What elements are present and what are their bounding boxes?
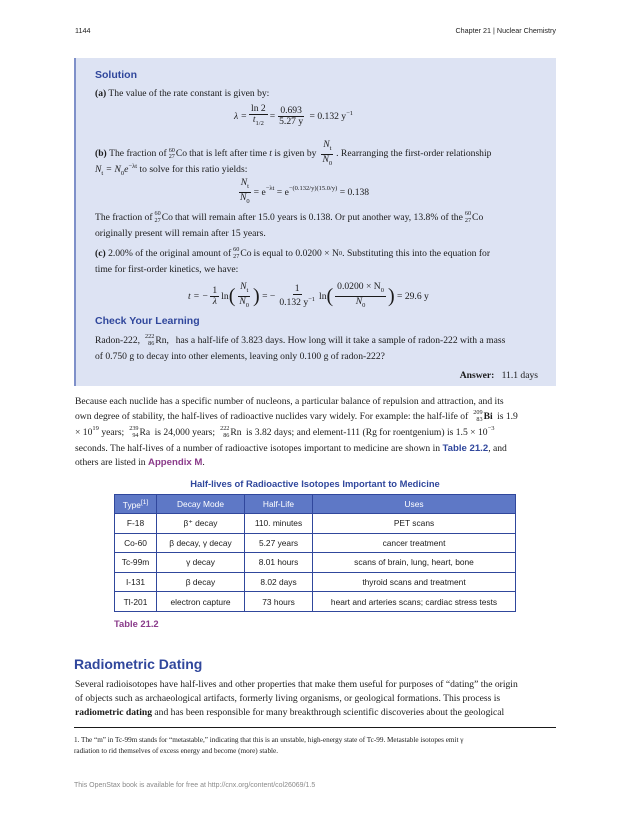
table-row [115,514,516,534]
eq1-result [307,110,353,122]
table-row [115,533,516,553]
eq3-lambda: λ [212,295,217,307]
eq3-eq: = − [262,290,276,302]
term-radiometric-dating: radiometric dating [75,707,153,718]
b-after2: that will remain after 15.0 years is 0.138. Or put another way, 13.8% of the [174,211,463,223]
isotope-ra239 [129,426,150,439]
eq3-nt: N [240,281,247,292]
body-l2b: is 1.9 [497,410,518,422]
body-l3b: years; [101,426,125,438]
eq3-lparen: ( [228,285,236,308]
page-number: 1144 [75,26,91,35]
table-title: Half-lives of Radioactive Isotopes Important to Medicine [190,478,440,489]
c-text1: 2.00% of the original amount of [108,247,232,259]
rn-mass: 222 [145,333,155,340]
col-decay-mode: Decay Mode [157,495,245,514]
eq3-ratio-n0-sub: 0 [362,301,366,309]
rn-symbol: Rn, [155,334,169,346]
page-footer: This OpenStax book is available for free at http://cnx.org/content/col26069/1.5 [74,782,316,789]
isotope-co60 [169,148,187,161]
solution-b-after [95,211,485,224]
b2-e: e [124,164,129,176]
eq3-frac1 [210,286,219,307]
co3-atomic: 27 [464,216,472,224]
solution-b-line2 [95,161,247,180]
eq1-result-text: = 0.132 y [309,111,347,123]
footnote-line1: 1. The “m” in Tc-99m stands for “metastable,” indicating that this is an unstable, high-energy state of Tc-99. Metastable isotopes emit γ [74,736,464,744]
type-footnote-link[interactable]: [1] [140,498,149,506]
eq1-thalf-sub: 1/2 [255,119,264,127]
eq1-frac-value [277,106,305,127]
footnote-line2: radiation to rid themselves of excess energy and become (more) stable. [74,747,279,755]
rn2-atomic: 86 [223,431,230,439]
rn-atomic: 86 [148,339,155,347]
co-symbol: Co [175,148,188,160]
isotope-rn222 [145,334,169,347]
eq2-result: = 0.138 [339,186,370,198]
cell-decay: electron capture [157,592,245,612]
body-l3a: × 10 [75,426,93,438]
eq3-frac2 [237,282,251,311]
co4-mass: 60 [233,246,240,253]
body-l4a: seconds. The half-lives of a number of radioactive isotopes important to medicine are shown in [75,443,441,454]
body-l4b: , and [488,443,507,454]
part-a-label: (a) [95,88,107,99]
eq2-exp2: −(0.132/y)(15.0/y) [288,184,338,192]
co4-symbol: Co [240,247,252,259]
answer-label: Answer: [459,370,495,381]
table-caption: Table 21.2 [114,618,159,629]
cell-decay: β⁺ decay [157,514,245,534]
b2-nt-sub: t [101,170,104,178]
cell-decay: γ decay [157,553,245,573]
isotope-co60-2 [155,211,173,224]
footnote-divider [74,727,556,728]
cell-type: Tl-201 [115,592,157,612]
body-l3d: is 3.82 days; and element-111 (Rg for roentgenium) is 1.5 × 10 [245,426,488,438]
eq2-n0-sub: 0 [246,197,250,205]
eq2-n0: N [240,191,247,203]
cell-uses: thyroid scans and treatment [313,572,516,592]
eq1-t: t [252,114,256,125]
body-l5a: others are listed in [75,457,146,468]
eq3-frac3 [277,284,317,308]
co2-atomic: 27 [154,216,161,224]
b2-exp: −λt [128,163,138,170]
eq3-result: = 29.6 y [397,290,429,302]
body-l3c: is 24,000 years; [154,426,216,438]
section-line3 [75,707,504,719]
eq3-rparen: ) [253,285,260,308]
b2-text: to solve for this ratio yields: [139,164,248,176]
eq3-ratio-n0: N [355,295,363,307]
eq3-rate: 0.132 y [279,297,309,309]
bi-mass: 209 [473,409,483,416]
cell-half-life: 73 hours [245,592,313,612]
eq2-frac [238,178,252,207]
ratio-nt-n0 [320,140,334,169]
cell-type: F-18 [115,514,157,534]
body-l5b: . [202,457,205,468]
eq3-ratio-num: 0.0200 × N [337,281,381,292]
ratio-nt-sub: t [329,144,332,152]
check-text2: has a half-life of 3.823 days. How long will it take a sample of radon-222 with a mass [175,334,506,346]
ratio-n0: N [322,153,329,165]
body-l3-sup: 19 [92,424,99,432]
part-c-label: (c) [95,247,106,259]
b-after1: The fraction of [95,211,153,223]
answer-value: 11.1 days [501,370,538,381]
part-b-text2: that is left after time [189,148,267,160]
cell-uses: heart and arteries scans; cardiac stress tests [313,592,516,612]
check-line1 [95,334,505,347]
eq1-ln2: ln 2 [251,103,266,114]
body-l3-sup2: −3 [487,424,495,432]
eq1-num: 0.693 [280,104,302,116]
col-uses: Uses [313,495,516,514]
bi-atomic: 83 [476,415,483,423]
solution-heading: Solution [95,69,137,81]
col-type-label: Type [122,499,141,510]
table-header-row [115,495,516,514]
eq3-ln: ln [221,290,229,302]
equation-time [188,282,429,311]
ra-atomic: 94 [132,431,139,439]
table-row [115,553,516,573]
c-text2: is equal to 0.0200 × N [253,247,339,259]
eq1-frac-ln2 [249,104,268,129]
cell-uses: scans of brain, lung, heart, bone [313,553,516,573]
ra-mass: 239 [129,425,139,432]
equation-fraction [236,178,369,207]
eq2-nt: N [240,177,248,188]
eq2-nt-sub: t [247,182,249,190]
body-line2 [75,410,518,423]
eq3-ln2: ln [319,290,327,302]
equation-rate-constant [234,104,353,129]
table-row [115,592,516,612]
check-line2: of 0.750 g to decay into other elements, leaving only 0.100 g of radon-222? [95,351,385,362]
chapter-header: Chapter 21 | Nuclear Chemistry [455,26,556,35]
eq1-lambda: λ = [234,110,248,122]
eq3-one: 1 [212,284,218,296]
eq3-rate-sup: −1 [308,296,316,304]
table-row [115,572,516,592]
cell-decay: β decay, γ decay [157,533,245,553]
eq1-result-sup: −1 [346,110,354,118]
c-text2-sub: 0 [338,249,343,257]
cell-half-life: 5.27 years [245,533,313,553]
eq3-rparen2: ) [387,285,395,308]
eq3-n0: N [239,295,246,307]
cell-decay: β decay [157,572,245,592]
section-line2: of objects such as archaeological artifacts, formerly living organisms, or geological formations. This process is [75,693,501,704]
co3-mass: 60 [464,210,472,217]
co3-symbol: Co [472,211,484,223]
eq2-exp1: −λt [265,184,275,192]
col-type [115,495,157,514]
eq3-t: t = − [188,290,209,302]
b-after3: originally present will remain after 15 years. [95,228,266,239]
rn2-mass: 222 [220,425,230,432]
check-text1: Radon-222, [95,334,141,346]
isotope-co60-3 [465,211,483,224]
body-l2a: own degree of stability, the half-lives of radioactive nuclides vary widely. For example: the half-life of [75,410,469,422]
co2-mass: 60 [154,210,161,217]
bi-symbol: Bi [483,410,493,422]
cell-type: Tc-99m [115,553,157,573]
cell-uses: PET scans [313,514,516,534]
part-b-label: (b) [95,148,107,160]
cell-half-life: 8.02 days [245,572,313,592]
cell-half-life: 8.01 hours [245,553,313,573]
c-line2: time for first-order kinetics, we have: [95,264,239,275]
c-text3: . Substituting this into the equation for [342,247,491,259]
section-line1: Several radioisotopes have half-lives and other properties that make them useful for purposes of “dating” the origin [75,679,518,690]
eq2-mid: = e [253,186,266,198]
ratio-nt: N [323,139,330,150]
eq3-frac4 [335,282,386,311]
cell-type: I-131 [115,572,157,592]
part-b-text3: is given by [274,148,317,160]
col-half-life: Half-Life [245,495,313,514]
b2-n0-sub: 0 [120,170,125,178]
co-mass: 60 [168,146,175,154]
eq3-ratio-num-sub: 0 [380,286,384,294]
section-title: Radiometric Dating [74,656,203,672]
b2-eq-n: = N [105,164,121,176]
answer [460,370,538,381]
cell-uses: cancer treatment [313,533,516,553]
part-b-text4: . Rearranging the first-order relationship [336,148,492,160]
eq2-mid2: = e [276,186,289,198]
co2-symbol: Co [161,211,173,223]
isotope-rn222-body [220,426,241,439]
appendix-m-link[interactable]: Appendix M [148,457,203,468]
eq3-nt-sub: t [246,286,249,294]
rn2-symbol: Rn [230,426,242,438]
ra-symbol: Ra [139,426,151,438]
body-line4 [75,443,507,455]
cell-type: Co-60 [115,533,157,553]
eq3-one2: 1 [294,283,300,295]
co-atomic: 27 [168,153,175,161]
body-line3 [75,426,494,439]
eq1-equals: = [269,110,276,122]
eq1-den: 5.27 y [279,115,304,127]
table-21-2-link[interactable]: Table 21.2 [442,443,489,454]
eq3-lparen2: ( [326,285,334,308]
solution-c-line [95,247,490,260]
b2-n: N [95,164,102,176]
ratio-n0-sub: 0 [328,159,333,167]
check-heading: Check Your Learning [95,315,200,327]
eq3-n0-sub: 0 [245,301,250,309]
section-line3-rest: and has been responsible for many breakthrough scientific discoveries about the geological [154,707,505,718]
isotope-co60-4 [233,247,251,260]
body-line5 [75,457,205,469]
solution-a-line [95,88,269,100]
co4-atomic: 27 [233,252,240,260]
half-lives-table [114,494,516,612]
part-b-text1: The fraction of [109,148,167,160]
body-line1: Because each nuclide has a specific number of nucleons, a particular balance of repulsion and attraction, and its [75,396,504,407]
t-var: t [269,148,272,160]
cell-half-life: 110. minutes [245,514,313,534]
isotope-bi209 [473,410,492,423]
eq1-thalf [251,115,266,129]
part-a-text: The value of the rate constant is given by: [108,88,270,99]
